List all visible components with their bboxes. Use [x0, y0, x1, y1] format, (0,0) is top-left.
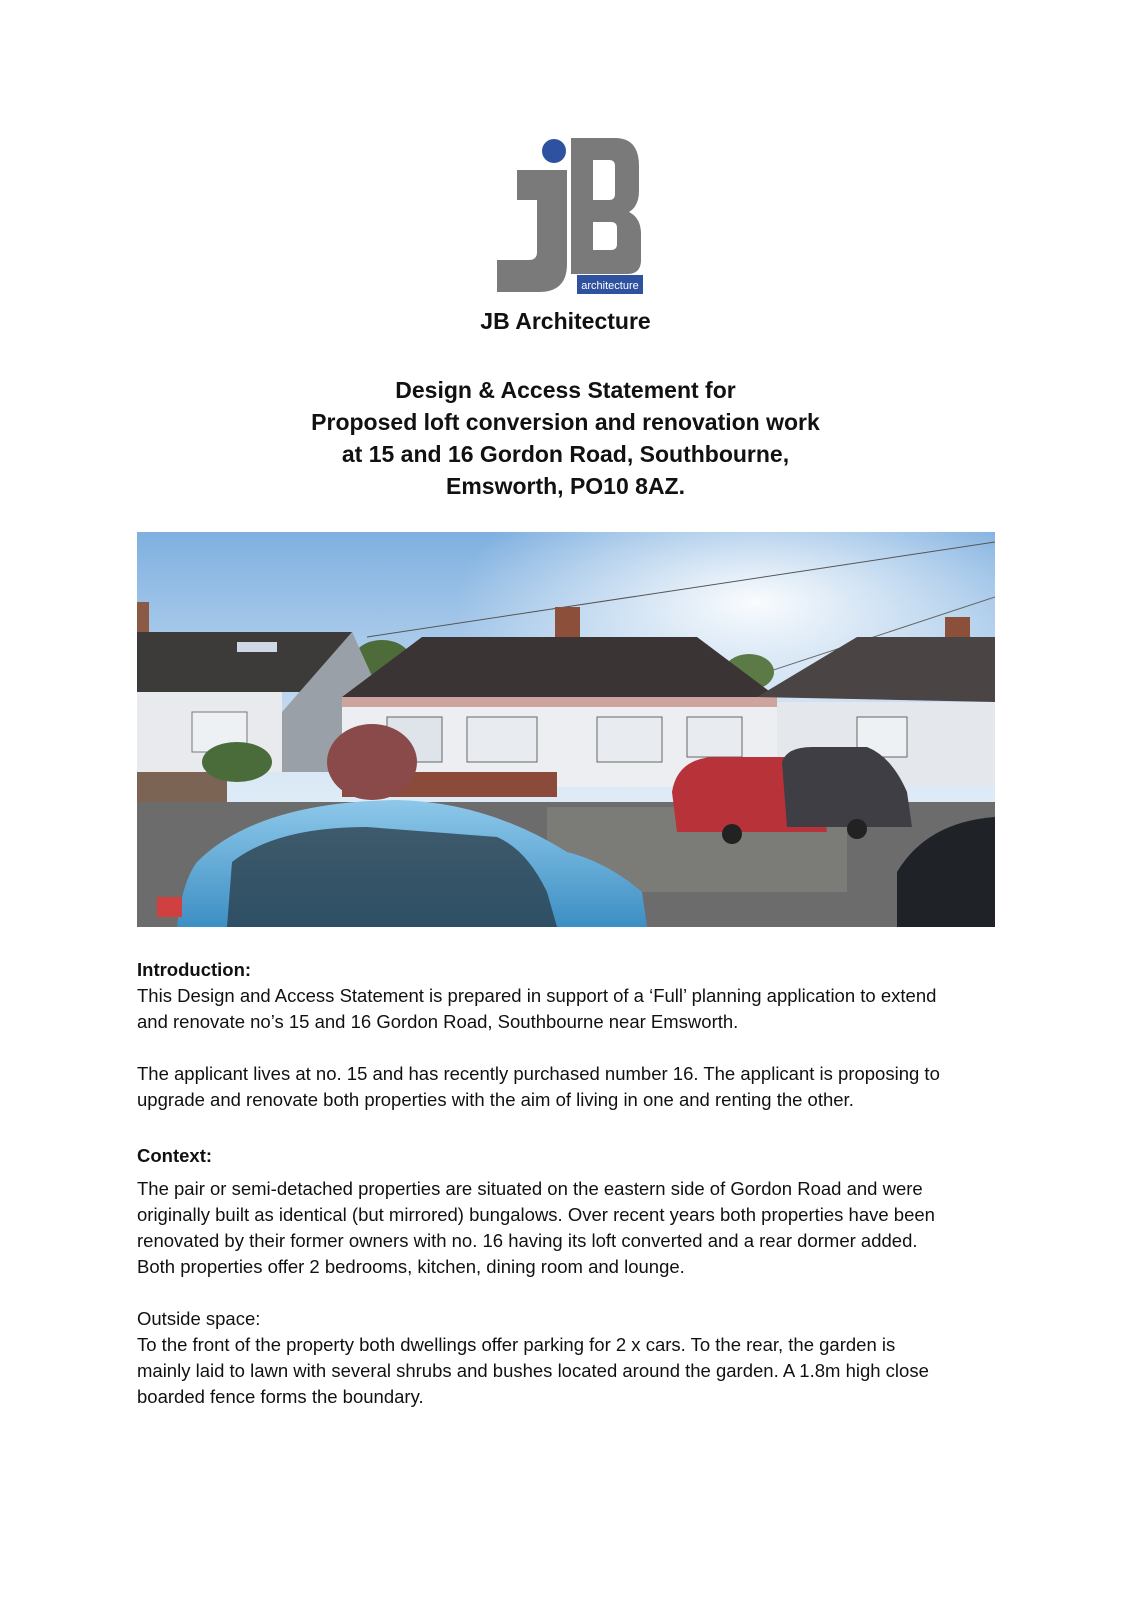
- logo-tag: architecture: [581, 280, 639, 292]
- text-line: originally built as identical (but mirrored) bungalows. Over recent years both properties have been: [137, 1204, 935, 1225]
- text-line: This Design and Access Statement is prepared in support of a ‘Full’ planning application to extend: [137, 985, 937, 1006]
- title-line: Proposed loft conversion and renovation work: [311, 409, 820, 435]
- introduction-paragraph-2: [137, 1061, 997, 1113]
- text-line: boarded fence forms the boundary.: [137, 1386, 424, 1407]
- street-view-photo: [137, 532, 995, 927]
- text-line: To the front of the property both dwellings offer parking for 2 x cars. To the rear, the garden is: [137, 1334, 896, 1355]
- title-line: Design & Access Statement for: [395, 377, 736, 403]
- context-paragraph-1: [137, 1176, 997, 1280]
- company-name: JB Architecture: [480, 308, 651, 334]
- introduction-section: [137, 957, 997, 1035]
- text-line: renovated by their former owners with no. 16 having its loft converted and a rear dormer added.: [137, 1230, 918, 1251]
- title-line: Emsworth, PO10 8AZ.: [445, 473, 685, 499]
- document-title: [0, 374, 1131, 502]
- introduction-heading: Introduction:: [137, 959, 252, 980]
- outside-space-heading: Outside space:: [137, 1308, 261, 1329]
- jb-architecture-logo: [497, 136, 645, 298]
- title-line: at 15 and 16 Gordon Road, Southbourne,: [341, 441, 790, 467]
- text-line: The pair or semi-detached properties are situated on the eastern side of Gordon Road and were: [137, 1178, 923, 1199]
- text-line: The applicant lives at no. 15 and has recently purchased number 16. The applicant is proposing to: [137, 1063, 940, 1084]
- text-line: upgrade and renovate both properties with the aim of living in one and renting the other.: [137, 1089, 854, 1110]
- context-heading: Context:: [137, 1145, 213, 1166]
- text-line: mainly laid to lawn with several shrubs and bushes located around the garden. A 1.8m high close: [137, 1360, 929, 1381]
- context-section: [137, 1143, 997, 1169]
- outside-space-section: [137, 1306, 997, 1410]
- text-line: Both properties offer 2 bedrooms, kitchen, dining room and lounge.: [137, 1256, 685, 1277]
- text-line: and renovate no’s 15 and 16 Gordon Road, Southbourne near Emsworth.: [137, 1011, 739, 1032]
